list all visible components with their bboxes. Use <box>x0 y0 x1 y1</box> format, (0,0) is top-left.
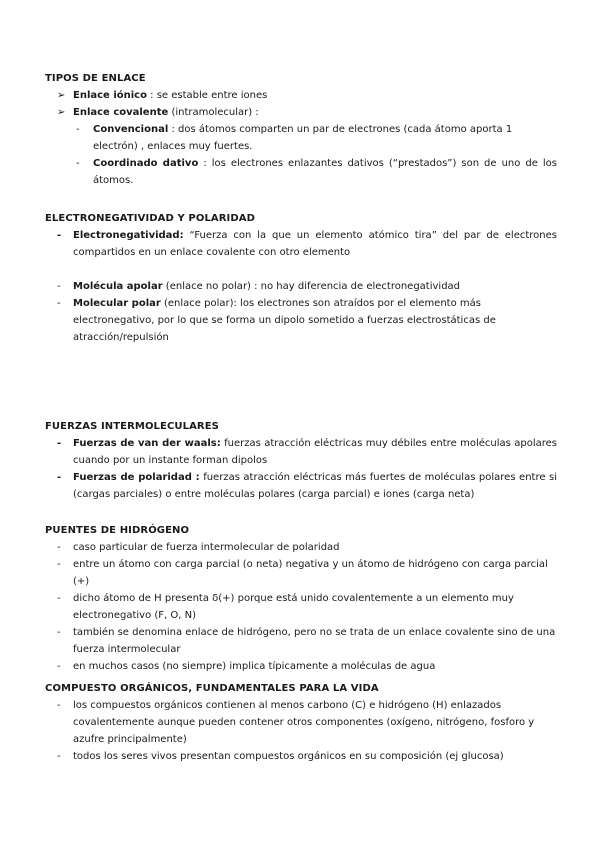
list-item <box>45 748 557 765</box>
dash-bullet: - <box>57 472 62 483</box>
heading-tipos-de-enlace: TIPOS DE ENLACE <box>45 73 146 84</box>
list-item-text: dicho átomo de H presenta δ(+) porque está unido covalentemente a un elemento muy electronegativo (F, O, N) <box>73 593 514 621</box>
arrow-bullet: ➢ <box>57 107 66 118</box>
list-item-enlace-ionico <box>45 87 557 104</box>
dash-bullet: - <box>57 751 61 762</box>
list-item-text: también se denomina enlace de hidrógeno, pero no se trata de un enlace covalente sino de una fuerza intermolecular <box>73 627 556 655</box>
list-item-coordinado-dativo <box>45 155 557 189</box>
list-item-electronegatividad <box>45 227 557 261</box>
dash-bullet: - <box>57 559 61 570</box>
text-molecular-polar: (enlace polar): los electrones son atraídos por el elemento más electronegativo, por lo que se forma un dipolo sometido a fuerzas electrostáticas de atracción/repulsión <box>73 298 496 343</box>
term-van-der-waals: Fuerzas de van der waals: <box>73 438 221 449</box>
dash-bullet: - <box>57 438 62 449</box>
dash-bullet: - <box>76 158 80 169</box>
dash-bullet: - <box>57 230 62 241</box>
section-puentes-hidrogeno <box>45 522 557 675</box>
list-item <box>45 624 557 658</box>
term-electronegatividad: Electronegatividad: <box>73 230 184 241</box>
list-item-molecular-polar <box>45 295 557 346</box>
list-item <box>45 697 557 748</box>
list-item-van-der-waals <box>45 435 557 469</box>
heading-puentes-hidrogeno: PUENTES DE HIDRÓGENO <box>45 525 190 536</box>
heading-electronegatividad: ELECTRONEGATIVIDAD Y POLARIDAD <box>45 213 256 224</box>
term-molecular-polar: Molecular polar <box>73 298 161 309</box>
list-item-enlace-covalente <box>45 104 557 121</box>
list-item <box>45 539 557 556</box>
list-item-text: todos los seres vivos presentan compuestos orgánicos en su composición (ej glucosa) <box>73 751 504 762</box>
dash-bullet: - <box>57 700 61 711</box>
arrow-bullet: ➢ <box>57 90 66 101</box>
text-molecula-apolar: (enlace no polar) : no hay diferencia de electronegatividad <box>162 281 461 292</box>
term-convencional: Convencional <box>93 124 169 135</box>
dash-bullet: - <box>57 593 61 604</box>
list-item-text: en muchos casos (no siempre) implica típicamente a moléculas de agua <box>73 661 436 672</box>
term-fuerzas-polaridad: Fuerzas de polaridad : <box>73 472 200 483</box>
dash-bullet: - <box>57 281 61 292</box>
section-fuerzas-intermoleculares <box>45 418 557 503</box>
text-fuerzas-polaridad: fuerzas atracción eléctricas más fuertes de moléculas polares entre si (cargas parciales) o entre moléculas polares (carga parcial) e iones (carga neta) <box>73 472 557 500</box>
heading-fuerzas-intermoleculares: FUERZAS INTERMOLECULARES <box>45 421 219 432</box>
list-item <box>45 556 557 590</box>
dash-bullet: - <box>57 627 61 638</box>
list-item-fuerzas-polaridad <box>45 469 557 503</box>
dash-bullet: - <box>76 124 80 135</box>
list-item-convencional <box>45 121 557 155</box>
dash-bullet: - <box>57 542 61 553</box>
text-coordinado-dativo: : los electrones enlazantes dativos (“prestados”) son de uno de los átomos. <box>93 158 557 186</box>
term-enlace-ionico: Enlace iónico <box>73 90 147 101</box>
text-van-der-waals: fuerzas atracción eléctricas muy débiles entre moléculas apolares cuando por un instante forman dipolos <box>73 438 557 466</box>
heading-compuestos-organicos: COMPUESTO ORGÁNICOS, FUNDAMENTALES PARA LA VIDA <box>45 683 379 694</box>
list-item <box>45 658 557 675</box>
list-item-text: caso particular de fuerza intermolecular de polaridad <box>73 542 340 553</box>
term-coordinado-dativo: Coordinado dativo <box>93 158 199 169</box>
list-item-text: entre un átomo con carga parcial (o neta) negativa y un átomo de hidrógeno con carga parcial (+) <box>73 559 548 587</box>
dash-bullet: - <box>57 298 61 309</box>
dash-bullet: - <box>57 661 61 672</box>
term-enlace-covalente: Enlace covalente <box>73 107 169 118</box>
term-molecula-apolar: Molécula apolar <box>73 281 163 292</box>
text-enlace-covalente: (intramolecular) : <box>168 107 259 118</box>
list-item <box>45 590 557 624</box>
text-convencional: : dos átomos comparten un par de electrones (cada átomo aporta 1 electrón) , enlaces muy fuertes. <box>93 124 513 152</box>
list-item-text: los compuestos orgánicos contienen al menos carbono (C) e hidrógeno (H) enlazados covalentemente aunque pueden contener otros componentes (oxígeno, nitrógeno, fosforo y azufre principalmente) <box>73 700 535 745</box>
section-electronegatividad <box>45 210 557 346</box>
text-electronegatividad: “Fuerza con la que un elemento atómico tira” del par de electrones compartidos en un enlace covalente con otro elemento <box>73 230 557 258</box>
section-tipos-de-enlace <box>45 70 557 189</box>
list-item-molecula-apolar <box>45 278 557 295</box>
text-enlace-ionico: : se estable entre iones <box>146 90 268 101</box>
section-compuestos-organicos <box>45 680 557 765</box>
